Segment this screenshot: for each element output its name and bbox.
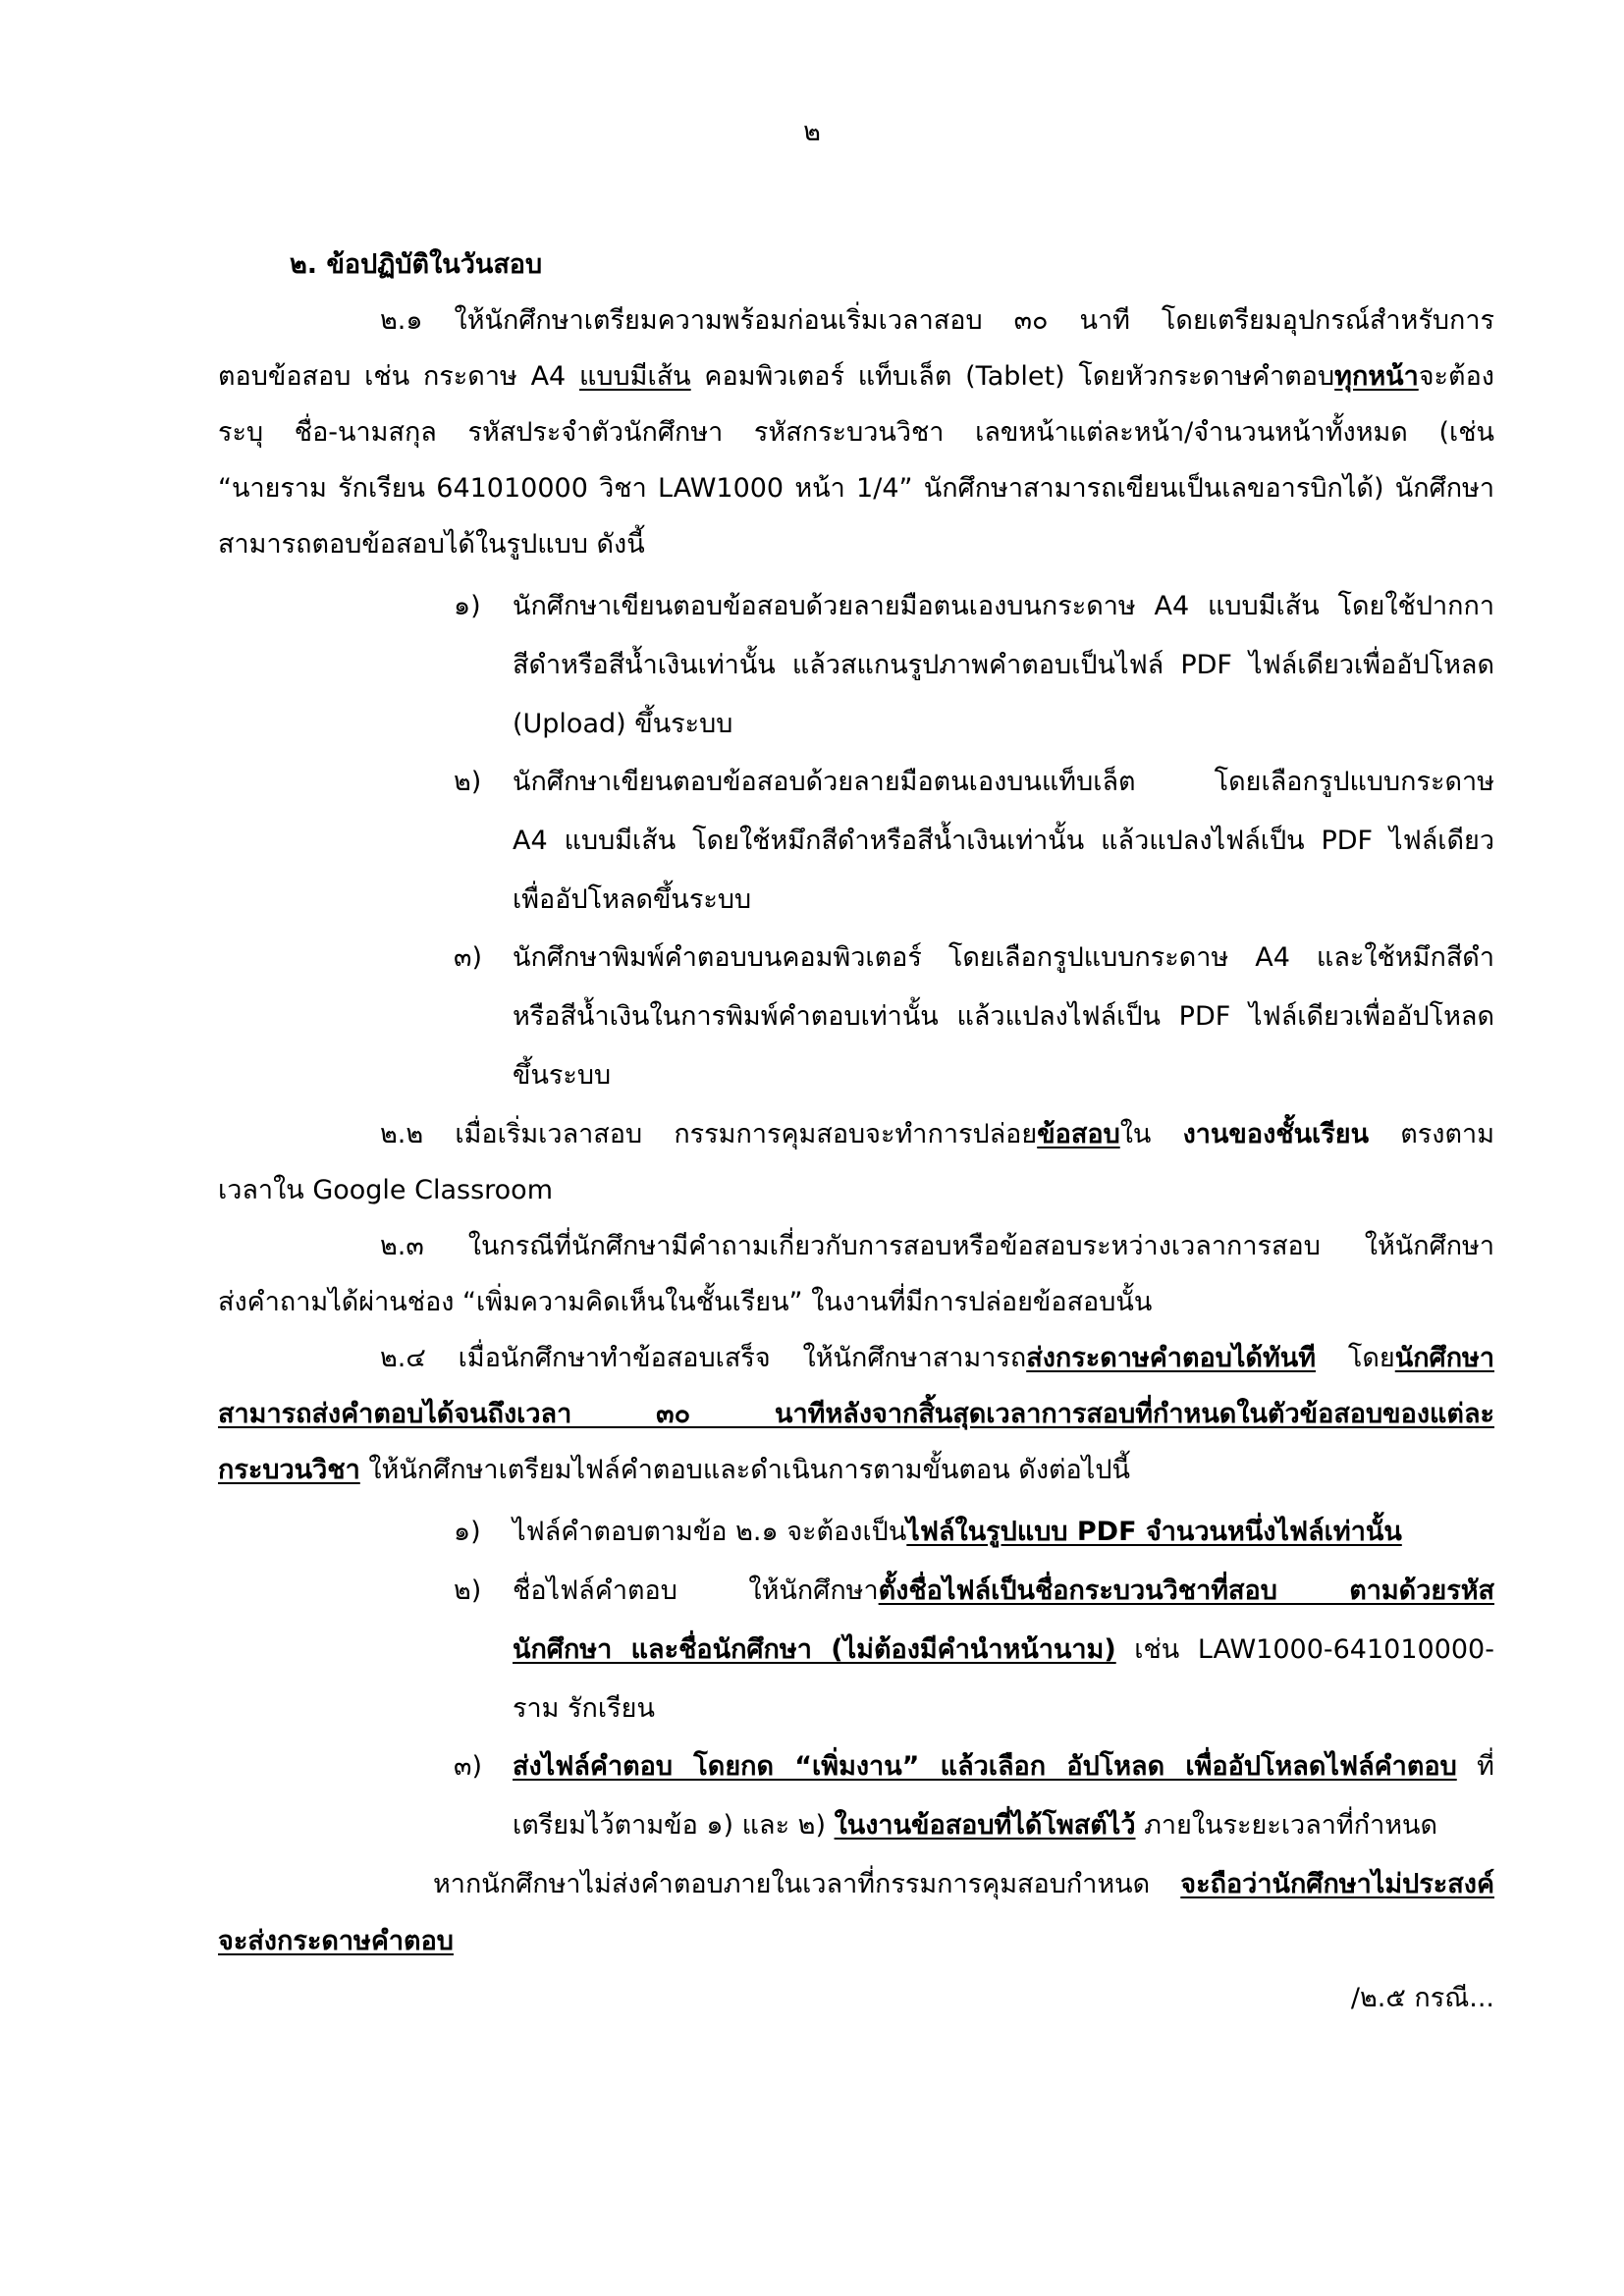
posted-exam-emphasis: ในงานข้อสอบที่ได้โพสต์ไว้ [834,1810,1136,1841]
list2-item-3-line-1: ส่งไฟล์คำตอบ โดยกด “เพิ่มงาน” แล้วเลือก อัปโหลด เพื่ออัปโหลดไฟล์คำตอบ ที่ [513,1751,1494,1782]
list2-item-2-line-2: นักศึกษา และชื่อนักศึกษา (ไม่ต้องมีคำนำหน้านาม) เช่น LAW1000-641010000- [513,1634,1494,1665]
paragraph-2-1-line-5: สามารถตอบข้อสอบได้ในรูปแบบ ดังนี้ [218,529,645,560]
list2-item-1-line-1: ไฟล์คำตอบตามข้อ ๒.๑ จะต้องเป็นไฟล์ในรูปแบบ PDF จำนวนหนึ่งไฟล์เท่านั้น [513,1517,1402,1547]
list1-item-2-number: ๒) [454,767,482,797]
closing-paragraph-line-2: จะส่งกระดาษคำตอบ [218,1926,454,1956]
list1-item-3-number: ๓) [454,942,482,973]
list1-item-1-line-1: นักศึกษาเขียนตอบข้อสอบด้วยลายมือตนเองบนกระดาษ A4 แบบมีเส้น โดยใช้ปากกา [513,591,1494,621]
list1-item-2-line-2: A4 แบบมีเส้น โดยใช้หมึกสีดำหรือสีน้ำเงินเท่านั้น แล้วแปลงไฟล์เป็น PDF ไฟล์เดียว [513,826,1494,856]
list1-item-2-line-3: เพื่ออัปโหลดขึ้นระบบ [513,884,752,915]
paragraph-2-4-line-3: กระบวนวิชา ให้นักศึกษาเตรียมไฟล์คำตอบและดำเนินการตามขั้นตอน ดังต่อไปนี้ [218,1455,1130,1485]
paragraph-2-1-line-1: ๒.๑ ให้นักศึกษาเตรียมความพร้อมก่อนเริ่มเวลาสอบ ๓๐ นาที โดยเตรียมอุปกรณ์สำหรับการ [380,305,1494,336]
paragraph-2-2-line-1: ๒.๒ เมื่อเริ่มเวลาสอบ กรรมการคุมสอบจะทำการปล่อยข้อสอบใน งานของชั้นเรียน ตรงตาม [380,1119,1494,1149]
list2-item-2-line-1: ชื่อไฟล์คำตอบ ให้นักศึกษาตั้งชื่อไฟล์เป็นชื่อกระบวนวิชาที่สอบ ตามด้วยรหัส [513,1575,1494,1606]
paragraph-2-4-line-2: สามารถส่งคำตอบได้จนถึงเวลา ๓๐ นาทีหลังจากสิ้นสุดเวลาการสอบที่กำหนดในตัวข้อสอบของแต่ละ [218,1399,1494,1429]
list2-item-2-number: ๒) [454,1575,482,1606]
section-title: ๒. ข้อปฏิบัติในวันสอบ [290,249,543,280]
exam-emphasis: ข้อสอบ [1037,1119,1120,1149]
closing-paragraph-line-1: หากนักศึกษาไม่ส่งคำตอบภายในเวลาที่กรรมการคุมสอบกำหนด จะถือว่านักศึกษาไม่ประสงค์ [433,1869,1494,1899]
list1-item-1-line-2: สีดำหรือสีน้ำเงินเท่านั้น แล้วสแกนรูปภาพคำตอบเป็นไฟล์ PDF ไฟล์เดียวเพื่ออัปโหลด [513,650,1494,680]
list1-item-3-line-1: นักศึกษาพิมพ์คำตอบบนคอมพิวเตอร์ โดยเลือกรูปแบบกระดาษ A4 และใช้หมึกสีดำ [513,942,1494,973]
list1-item-3-line-3: ขึ้นระบบ [513,1060,612,1091]
paragraph-2-1-line-4: “นายราม รักเรียน 641010000 วิชา LAW1000 หน้า 1/4” นักศึกษาสามารถเขียนเป็นเลขอารบิกได้) นักศึกษา [218,473,1494,504]
paragraph-2-2-line-2: เวลาใน Google Classroom [218,1175,553,1205]
pdf-single-file-emphasis: ไฟล์ในรูปแบบ PDF จำนวนหนึ่งไฟล์เท่านั้น [906,1517,1402,1547]
list2-item-3-line-2: เตรียมไว้ตามข้อ ๑) และ ๒) ในงานข้อสอบที่ได้โพสต์ไว้ ภายในระยะเวลาที่กำหนด [513,1810,1438,1841]
continuation-marker: /๒.๕ กรณี... [1350,1983,1494,2013]
submit-immediately-emphasis: ส่งกระดาษคำตอบได้ทันที [1026,1343,1317,1373]
every-page-emphasis: ทุกหน้า [1334,361,1419,392]
list1-item-3-line-2: หรือสีน้ำเงินในการพิมพ์คำตอบเท่านั้น แล้วแปลงไฟล์เป็น PDF ไฟล์เดียวเพื่ออัปโหลด [513,1001,1494,1032]
classwork-emphasis: งานของชั้นเรียน [1182,1119,1370,1149]
paragraph-2-3-line-1: ๒.๓ ในกรณีที่นักศึกษามีคำถามเกี่ยวกับการสอบหรือข้อสอบระหว่างเวลาการสอบ ให้นักศึกษา [380,1231,1494,1261]
list2-item-1-number: ๑) [454,1517,481,1547]
not-intend-to-submit-emphasis: จะถือว่านักศึกษาไม่ประสงค์ [1180,1869,1494,1899]
list1-item-2-line-1: นักศึกษาเขียนตอบข้อสอบด้วยลายมือตนเองบนแท็บเล็ต โดยเลือกรูปแบบกระดาษ [513,767,1494,797]
list2-item-2-line-3: ราม รักเรียน [513,1693,655,1724]
paragraph-2-3-line-2: ส่งคำถามได้ผ่านช่อง “เพิ่มความคิดเห็นในชั้นเรียน” ในงานที่มีการปล่อยข้อสอบนั้น [218,1287,1153,1317]
list1-item-1-line-3: (Upload) ขึ้นระบบ [513,709,733,739]
file-naming-emphasis: ตั้งชื่อไฟล์เป็นชื่อกระบวนวิชาที่สอบ ตามด้วยรหัส [878,1575,1494,1606]
page-number: ๒ [803,117,821,147]
list2-item-3-number: ๓) [454,1751,482,1782]
paragraph-2-4-line-1: ๒.๔ เมื่อนักศึกษาทำข้อสอบเสร็จ ให้นักศึกษาสามารถส่งกระดาษคำตอบได้ทันที โดยนักศึกษา [380,1343,1494,1373]
paragraph-2-1-line-3: ระบุ ชื่อ-นามสกุล รหัสประจำตัวนักศึกษา รหัสกระบวนวิชา เลขหน้าแต่ละหน้า/จำนวนหน้าทั้งหมด (เช่น [218,417,1494,448]
lined-paper-emphasis: แบบมีเส้น [579,361,691,392]
upload-steps-emphasis: ส่งไฟล์คำตอบ โดยกด “เพิ่มงาน” แล้วเลือก อัปโหลด เพื่ออัปโหลดไฟล์คำตอบ [513,1751,1457,1782]
list1-item-1-number: ๑) [454,591,481,621]
paragraph-2-1-line-2: ตอบข้อสอบ เช่น กระดาษ A4 แบบมีเส้น คอมพิวเตอร์ แท็บเล็ต (Tablet) โดยหัวกระดาษคำตอบทุกหน้าจะต้อง [218,361,1494,392]
